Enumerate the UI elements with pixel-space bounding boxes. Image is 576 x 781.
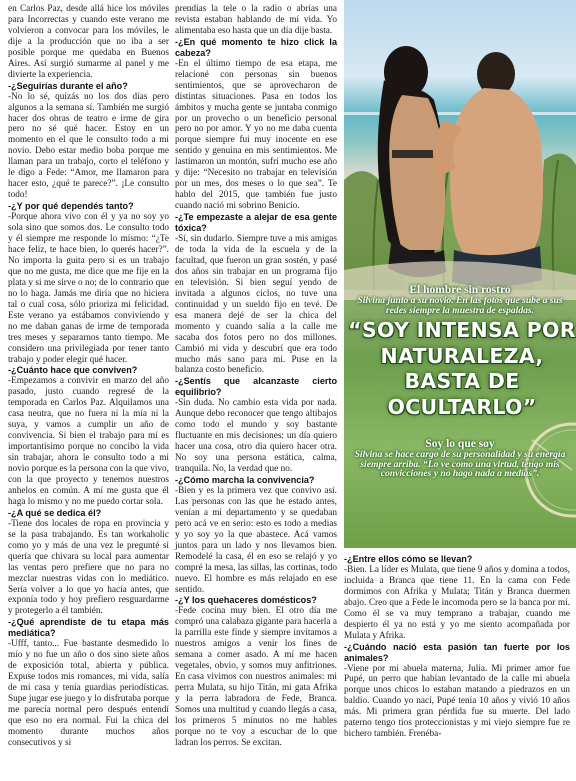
interview-question: -¿A qué se dedica él? [8, 507, 102, 518]
interview-question: -¿Cuánto hace que conviven? [8, 365, 138, 376]
couple-from-behind-illustration [344, 0, 576, 300]
interview-answer: -Sin duda. No cambio esta vida por nada. Aunque debo reconocer que tengo altibajos como todo el mundo y soy bastante fluctuante en mis decisiones: un día quiero hacer una cosa, otro día quiero hacer otra. No soy una persona estática, calma, tranquila. No, la verdad que no. [175, 398, 337, 475]
article-column-3 [344, 554, 570, 740]
couple-photo [344, 0, 576, 548]
article-column-2 [175, 4, 337, 749]
interview-question: -¿Cuándo nació esta pasión tan fuerte por los animales? [344, 641, 570, 663]
interview-answer: -Fede cocina muy bien. El otro día me compró una calabaza gigante para hacerla a la parrilla este finde y siempre invitamos a nuestros amigos a venir los fines de semana a comer asado. A mí me hacen vegetales, obvio, y somos muy anfitriones. En casa vivimos con nuestros animales: mi perra Mulata, su hijo Titán, mi gata Afrika y la perra labradora de Fede, Branca. Somos una multitud y cuando llegás a casa, los primeros 5 minutos no me hables porque no te voy a escuchar de lo que ladran los perros. Se excitan. [175, 606, 337, 748]
interview-question: -¿Cómo marcha la convivencia? [175, 474, 315, 485]
interview-question: -¿Seguirías durante el año? [8, 80, 128, 91]
caption-2-title: Soy lo que soy [425, 438, 495, 450]
interview-question: -¿Sentís que alcanzaste cierto equilibrio? [175, 376, 337, 398]
interview-answer: -Ufff, tanto... Fue bastante desmedido lo mío y no fue un año o dos sino siete años de exposición total, abierta y pública. Expuse todos mis romances, mi vida, salía de mi casa y tenía guardias periodísticas. Supe jugar ese juego y lo disfrutaba porque me parecía normal pero después entendí que eso no era normal. Fui la chica del momento durante muchos años consecutivos y si [8, 639, 169, 748]
pull-quote: “SOY INTENSA POR NATURALEZA, BASTA DE OCULTARLO” [348, 318, 576, 419]
interview-question: -¿Y los quehaceres domésticos? [175, 595, 317, 606]
article-column-1 [8, 4, 169, 749]
interview-answer: -Empezamos a convivir en marzo del año pasado, justo cuando regresé de la temporada en Carlos Paz. Alquilamos una casa neutra, que no fuera ni la mía ni la suya, y vamos a cumplir un año de convivencia. Si bien el trabajo para mí es importantísimo porque no concibo la vida sin trabajar, ahora le consulto todo a mi novio porque es la persona con la que vivo, con la que proyecto y tenemos nuestros anhelos en común. A mí me gusta que él haga lo mismo y no me puedo cortar sola. [8, 376, 169, 507]
interview-answer: -Porque ahora vivo con él y ya no soy yo sola sino que somos dos. Le consulto todo y él siempre me responde lo mismo: “¿Te hace feliz, te hace bien, lo querés hacer?”. No importa la guita pero si es un trabajo que no me gusta, me dice que me fije en la plata y si me sirve o no; de lo contrario que no lo haga. Jamás me diría que no hiciera tal o cual cosa, sólo prioriza mi felicidad. Este verano ya estábamos conviviendo y no me daban ganas de irme de temporada tres meses y separarnos tanto tiempo. Me considero una privilegiada por tener tanto trabajo y poder elegir qué hacer. [8, 212, 169, 365]
interview-answer: -En el último tiempo de esa etapa, me relacioné con personas sin buenos sentimientos, que se aprovecharon de distintas situaciones. Pasa en todos los ámbitos y mucha gente se juntaba conmigo por un provecho o un beneficio personal pero no por amor. Y yo no me daba cuenta porque siempre fui muy inocente en ese sentido y genuina en mis sentimientos. Me lastimaron un montón, sufrí mucho ese año y dije: “Necesito no trabajar en televisión por un mes, dos meses o lo que sea”. Te hablo del 2015, que también fue justo cuando nació mi sobrino Benicio. [175, 58, 337, 212]
interview-answer: -Viene por mi abuela materna, Julia. Mi primer amor fue Pupé, un perro que habían levantado de la calle mi abuela porque unos chicos lo estaban matando a piedrazos en un baldío. Cuando yo nací, Pupé tenía 10 años y vivió 10 años más. Mi primera gran pérdida fue su muerte. Del lado paterno tengo tíos proteccionistas y mi viejo siempre fue re bichero también. Frenéba- [344, 663, 570, 740]
interview-question: -¿Qué aprendiste de tu etapa más mediática? [8, 617, 169, 639]
interview-answer: -Tiene dos locales de ropa en provincia y se la pasa trabajando. Es tan workaholic como yo y más de una vez le pregunté si quería que chivara su local para aumentar las ventas pero prefiere que no para no mezclar nuestras vidas con lo mediático. Sería volver a lo que yo hacía antes, que exponía todo y hoy prefiero resguardarme y protegerlo a él también. [8, 518, 169, 617]
interview-question: -¿Entre ellos cómo se llevan? [344, 554, 473, 564]
caption-2-text: Silvina se hace cargo de su personalidad y su energía siempre arriba. “Lo ve como una virtud, tengo mis convicciones y no hago nada a medias”. [354, 449, 566, 480]
interview-question: -¿Te empezaste a alejar de esa gente tóxica? [175, 212, 337, 234]
interview-answer: -Bien. La líder es Mulata, que tiene 9 años y domina a todos, incluida a Branca que tiene 11. En la cama con Fede dormimos con Afrika y Mulata; Titán y Branca duermen abajo. Creo que a Fede le incomoda pero se la banca por mí. Como él se va muy temprano a trabajar, cuando me despierto él ya no está y yo me siento acompañada por Mulata y Afrika. [344, 564, 570, 641]
man-figure [433, 52, 543, 287]
interview-answer: -Sí, sin dudarlo. Siempre tuve a mis amigas de toda la vida de la escuela y de la facultad, que fueron un gran sostén, y pasé dos años sin trabajar en un programa fijo en televisión. Si bien seguí yendo de invitada a algunos ciclos, no tuve una continuidad y un sueldo fijo en tevé. De esa manera dejé de ser la chica del momento y cuando salía a la calle me sacaba dos fotos pero no dos millones. Cambió mi vida y descubrí que era todo mucho más sano para mí. Puse en la balanza costo beneficio. [175, 234, 337, 376]
interview-question: -¿En qué momento te hizo click la cabeza? [175, 36, 337, 58]
interview-question: -¿Y por qué dependés tanto? [8, 201, 134, 212]
photo-caption-2 [352, 438, 568, 479]
caption-1-text: Silvina junto a su novio. En las fotos que sube a sus redes siempre la muestra de espaldas. [357, 295, 563, 316]
interview-answer: en Carlos Paz, desde allá hice los móviles para Incorrectas y cuando este verano me volvieron a convocar para los móviles, le dije a la producción que no iba a ser posible porque me quedaba en Buenos Aires. Así surgió sumarme al panel y me divierte la experiencia. [8, 4, 169, 80]
interview-answer: prendías la tele o la radio o abrías una revista estaban hablando de mí vida. Yo alimentaba eso hasta que un día dije basta. [175, 4, 337, 36]
caption-1-title: El hombre sin rostro [409, 284, 511, 296]
photo-caption-1 [352, 284, 568, 315]
interview-answer: -No lo sé, quizás no los dos días pero algunos a la semana sí. También me surgió hacer dos obras de teatro e irme de gira pero no sé qué hacer. Estoy en un momento en el que le consulto todo a mi novio. Debo estar medio boba porque me llaman para un trabajo, corto el teléfono y le digo a Fede: “Amor, me llamaron para hacer esto, ¿qué te parece?”. ¡Le consulto todo! [8, 91, 169, 201]
interview-answer: -Bien y es la primera vez que convivo así. Las personas con las que he estado antes, venían a mi departamento y se quedaban pero acá ve en serio: esto es todo a medias y yo soy yo la que abastece. Acá vamos juntos para un lado y nos llevamos bien. Remodelé la casa, él en eso se relajó y yo compré la mesa, las sillas, las cortinas, todo nuevo. El hombre es más relajado en ese sentido. [175, 485, 337, 595]
